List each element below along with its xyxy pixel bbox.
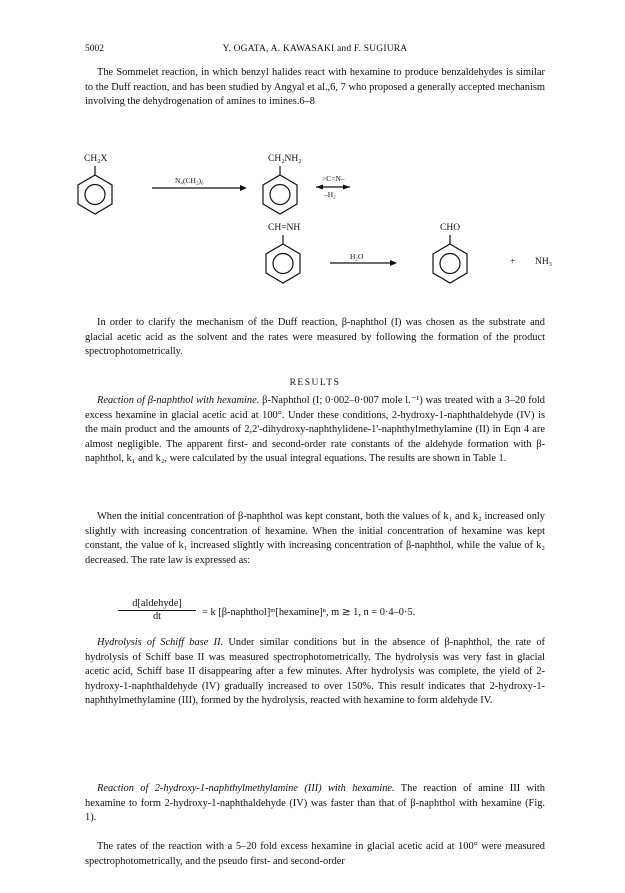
results-heading: RESULTS: [289, 378, 341, 388]
purpose-paragraph: In order to clarify the mechanism of the Duff reaction, β-naphthol (I) was chosen as the substrate and glacial acetic acid as the solvent and the rates were measured by following the formation of the product spectrophotometrically.: [85, 317, 545, 357]
closing-paragraph: The rates of the reaction with a 5–20 fold excess hexamine in glacial acetic acid at 100° were measured spectrophotometrically, and the pseudo first- and second-order: [85, 841, 545, 867]
eq-denominator: dt: [152, 611, 162, 622]
section-naphthol-hexamine: [85, 394, 545, 467]
section-body: β-Naphthol (I; 0·002–0·007 mole l.⁻¹) was treated with a 3–20 fold excess hexamine in glacial acetic acid at 100°. Under these conditions, 2-hydroxy-1-naphthaldehyde (IV) is the main product and the amounts of 2,2'-dihydroxy-naphthylidene-1'-naphthylmethylamine (II) in Eqn 4 are almost negligible. The apparent first- and second-order rate constants of the aldehyde formation with β-naphthol, k₁ and k₂, were calculated by the usual integral equations. The results are shown in Table 1.: [85, 395, 545, 464]
section-title: Reaction of β-naphthol with hexamine.: [97, 395, 260, 406]
page-number: 5002: [85, 44, 104, 54]
label-imine-step: >C=N–: [322, 174, 345, 183]
intro-paragraph: The Sommelet reaction, in which benzyl halides react with hexamine to produce benzaldehydes is similar to the Duff reaction, and has been studied by Angyal et al.,6, 7 who proposed a generally accepted mechanism involving the dehydrogenation of amines to imines.6–8: [85, 67, 545, 107]
section-title: Hydrolysis of Schiff base II.: [97, 637, 224, 648]
section-schiff-hydrolysis: [85, 636, 545, 709]
running-authors: Y. OGATA, A. KAWASAKI and F. SUGIURA: [222, 44, 408, 54]
arrow-head-eq-right: [343, 185, 350, 190]
benzene-ring-3: [266, 235, 300, 283]
benzene-ring-4: [433, 235, 467, 283]
label-plus: +: [510, 257, 516, 267]
label-ch2nh2: CH₂NH₂: [268, 154, 302, 164]
eq-rhs: = k [β-naphthol]ᵐ[hexamine]ⁿ, m ≳ 1, n = 0·4–0·5.: [202, 607, 416, 618]
benzene-ring-2: [263, 166, 297, 214]
rate-law-paragraph: When the initial concentration of β-naphthol was kept constant, both the values of k₁ and k₂ increased only slightly with increasing concentration of hexamine. When the initial concentration of hexamine was kept constant, the value of k₁ increased slightly with increasing concentration of β-naphthol, while the value of k₂ decreased. The rate law is expressed as:: [85, 511, 545, 566]
label-water: H₂O: [350, 252, 364, 261]
label-ch2x: CH₂X: [84, 154, 108, 164]
arrow-head-2: [390, 260, 397, 266]
section-body: Under similar conditions but in the absence of β-naphthol, the rate of hydrolysis of Schiff base II was measured spectrophotometrically. The hydrolysis was very fast in glacial acetic acid, Schiff base II disappearing after a few minutes. After hydrolysis was complete, the yield of 2-hydroxy-1-naphthaldehyde (IV) gradually increased to over 150%. This result indicates that 2-hydroxy-1-naphthylmethylamine (III), formed by the hydrolysis, reacted with hexamine to form aldehyde IV.: [85, 637, 545, 706]
arrow-head-1: [240, 185, 247, 191]
eq-numerator: d[aldehyde]: [132, 598, 182, 609]
section-title: Reaction of 2-hydroxy-1-naphthylmethylamine (III) with hexamine.: [97, 783, 395, 794]
section-body: The reaction of amine III with hexamine to form 2-hydroxy-1-naphthaldehyde (IV) was faster than that of β-naphthol with hexamine (Fig. 1).: [85, 783, 545, 823]
arrow-head-eq-left: [316, 185, 323, 190]
label-hexamine: N₄(CH₂)₆: [175, 176, 204, 185]
label-cho: CHO: [440, 223, 461, 233]
benzene-ring-1: [78, 166, 112, 214]
label-minus-h2: –H₂: [324, 190, 336, 199]
section-amine-hexamine: [85, 782, 545, 826]
label-ch-nh: CH=NH: [268, 223, 301, 233]
label-nh3: NH₃: [535, 257, 553, 267]
rate-equation: [118, 598, 538, 628]
